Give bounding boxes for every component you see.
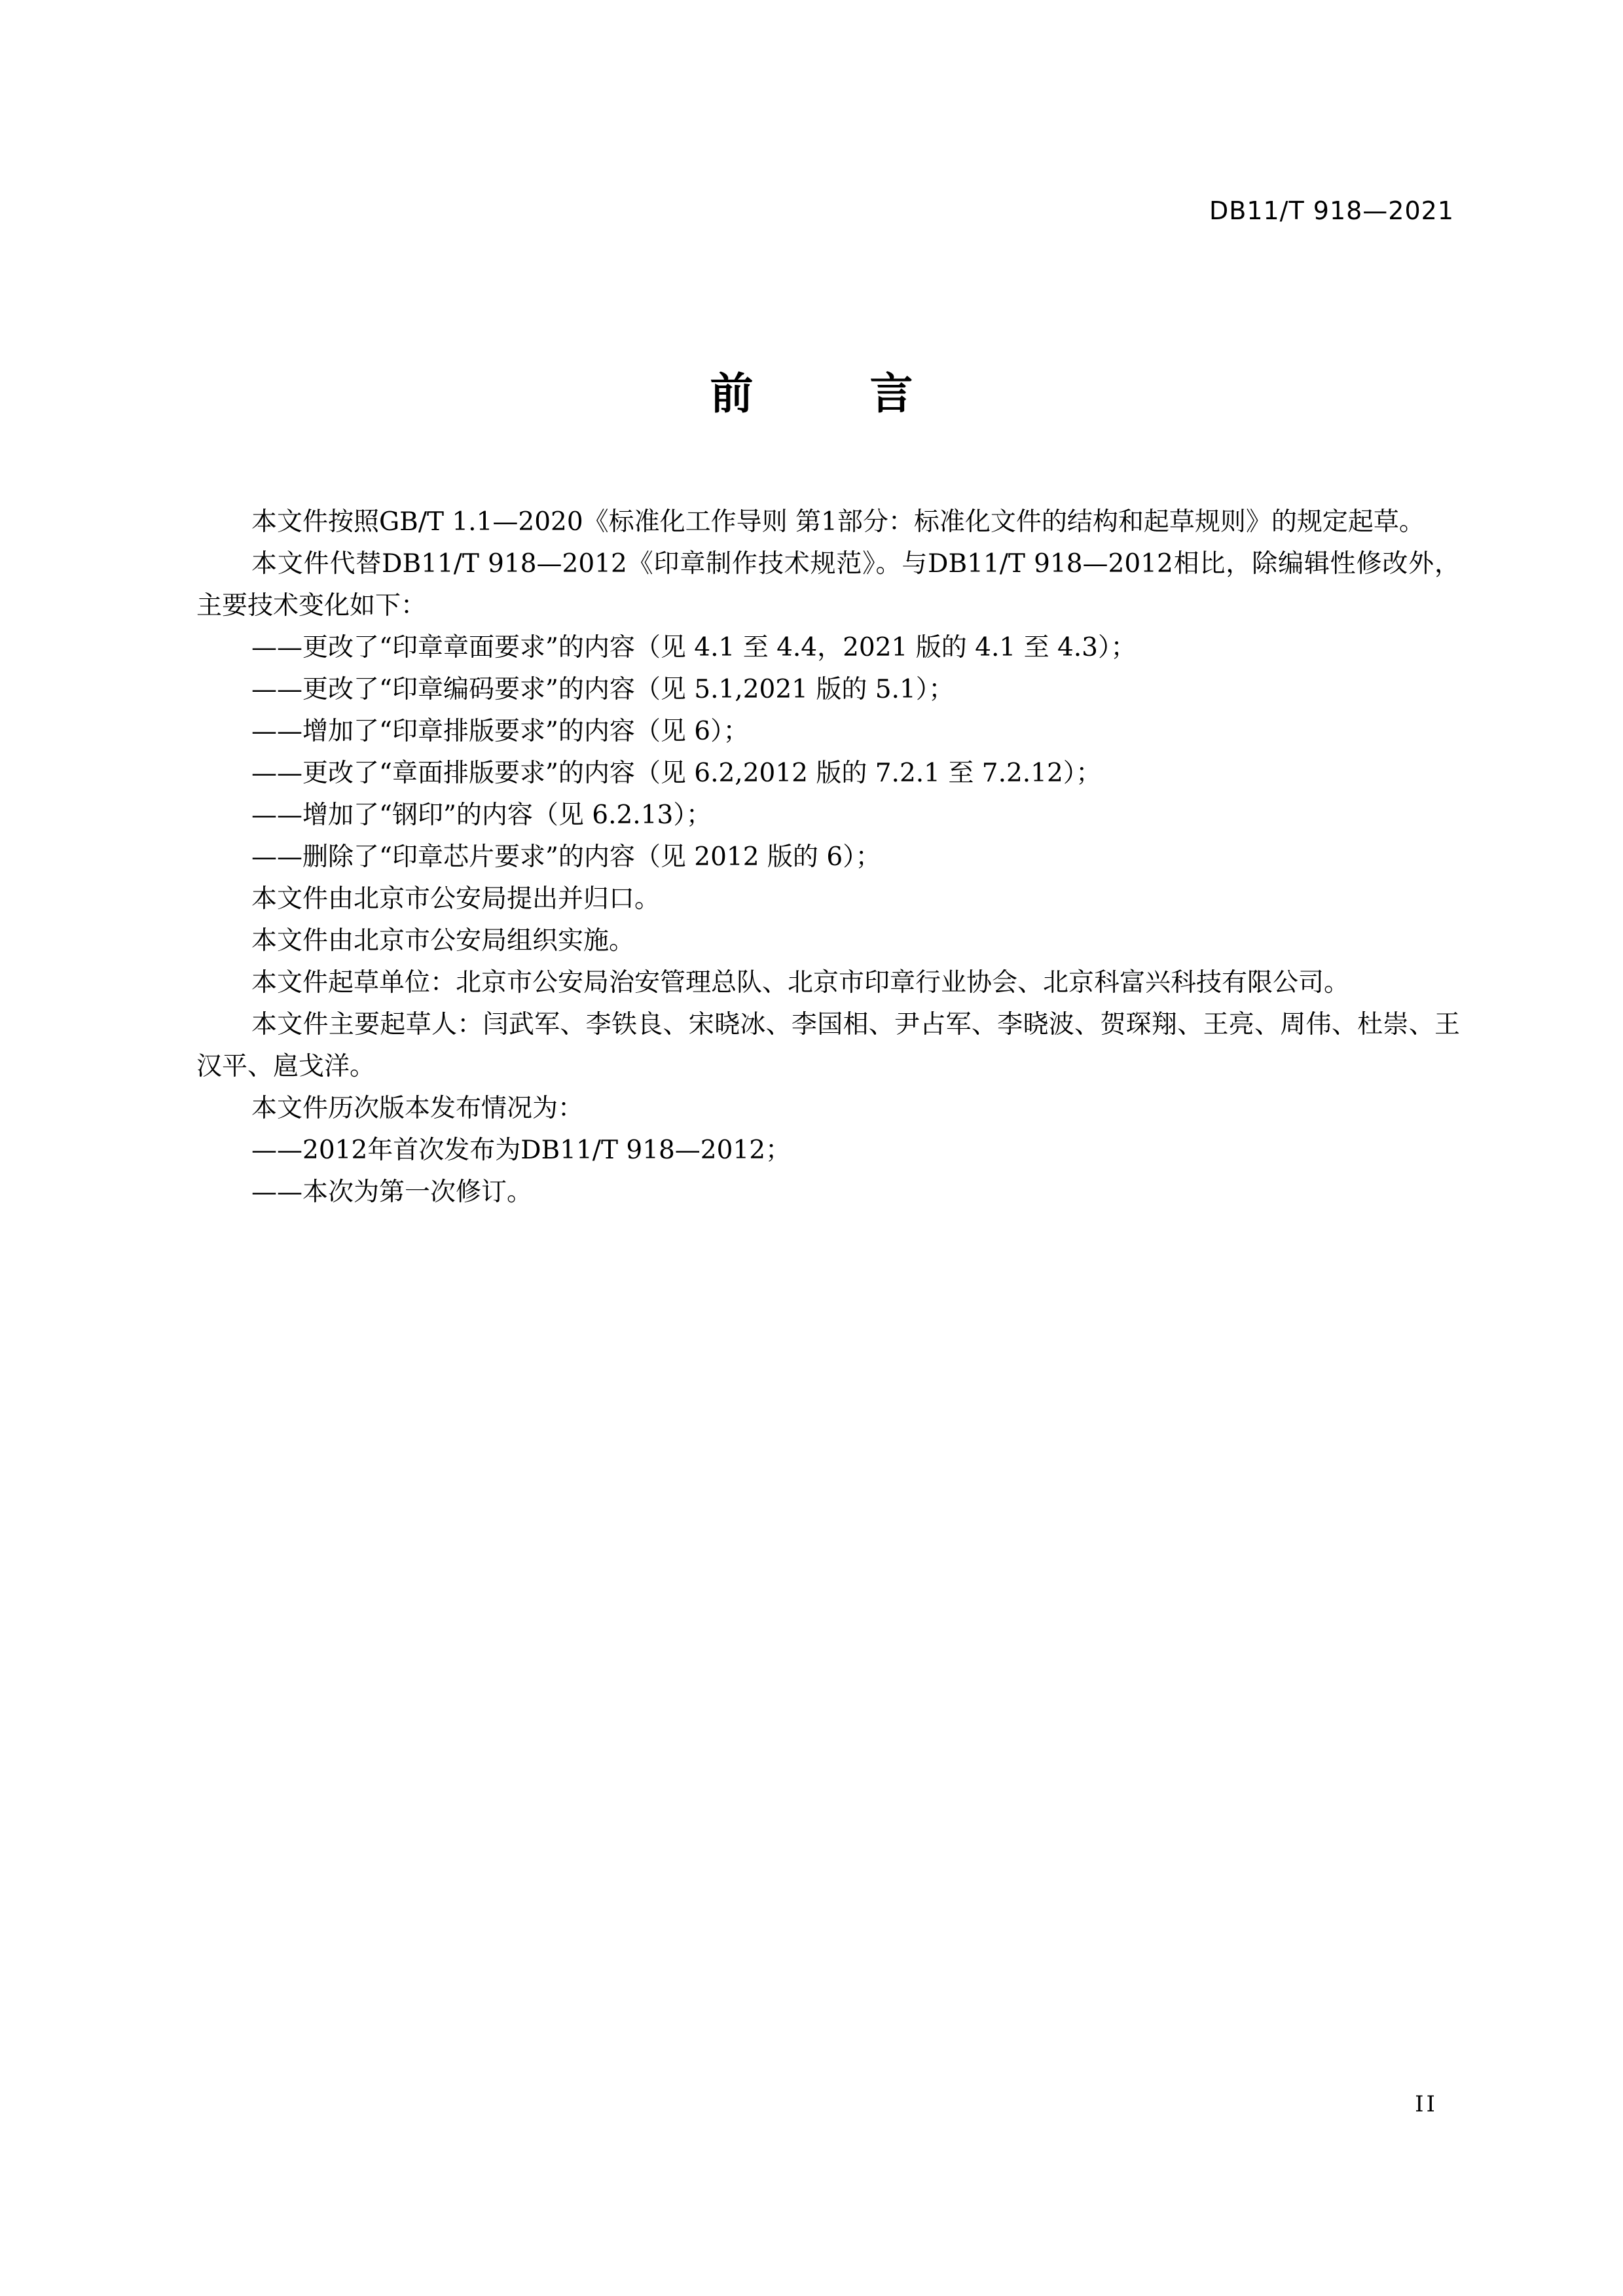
paragraph-proposer: 本文件由北京市公安局提出并归口。 bbox=[251, 884, 661, 914]
foreword-body bbox=[196, 501, 1460, 1213]
paragraph-implementer: 本文件由北京市公安局组织实施。 bbox=[251, 926, 635, 956]
change-item: ——更改了“章面排版要求”的内容（见 6.2,2012 版的 7.2.1 至 7.2.12）； bbox=[251, 759, 1102, 788]
change-item: ——增加了“印章排版要求”的内容（见 6）； bbox=[251, 717, 749, 746]
paragraph-drafting-units: 本文件起草单位：北京市公安局治安管理总队、北京市印章行业协会、北京科富兴科技有限公司。 bbox=[251, 968, 1350, 997]
version-item: ——2012年首次发布为DB11/T 918—2012； bbox=[251, 1136, 792, 1165]
version-item: ——本次为第一次修订。 bbox=[251, 1177, 533, 1207]
page-title: 前 言 bbox=[710, 368, 950, 419]
change-item: ——删除了“印章芯片要求”的内容（见 2012 版的 6）； bbox=[251, 842, 881, 872]
change-item: ——更改了“印章章面要求”的内容（见 4.1 至 4.4，2021 版的 4.1 至 4.3）； bbox=[251, 633, 1137, 662]
paragraph-version-history: 本文件历次版本发布情况为： bbox=[251, 1094, 584, 1123]
paragraph-replacement: 本文件代替DB11/T 918—2012《印章制作技术规范》。与DB11/T 918—2012相比，除编辑性修改外，主要技术变化如下： bbox=[196, 549, 1460, 620]
paragraph-drafting-basis: 本文件按照GB/T 1.1—2020《标准化工作导则 第1部分：标准化文件的结构和起草规则》的规定起草。 bbox=[251, 507, 1425, 537]
document-code: DB11/T 918—2021 bbox=[1209, 196, 1454, 225]
page-number: II bbox=[1415, 2091, 1438, 2117]
change-item: ——增加了“钢印”的内容（见 6.2.13）； bbox=[251, 800, 712, 830]
change-item: ——更改了“印章编码要求”的内容（见 5.1,2021 版的 5.1）； bbox=[251, 675, 955, 704]
paragraph-drafters: 本文件主要起草人：闫武军、李铁良、宋晓冰、李国相、尹占军、李晓波、贺琛翔、王亮、周伟、杜崇、王汉平、扈戈洋。 bbox=[196, 1010, 1460, 1081]
